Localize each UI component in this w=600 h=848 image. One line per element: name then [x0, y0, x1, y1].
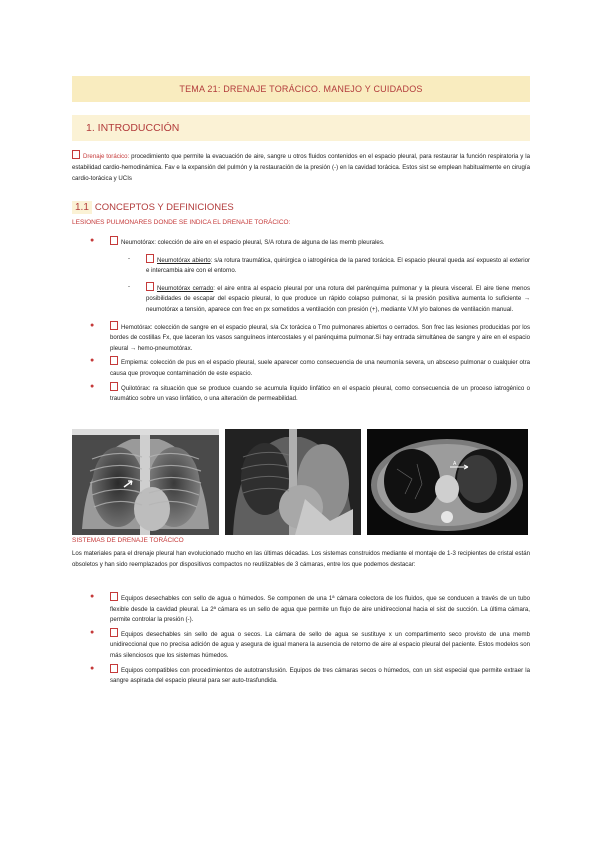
intro-paragraph [72, 150, 530, 185]
checkbox-icon [110, 236, 118, 245]
bullet-icon: ● [90, 357, 95, 365]
chest-xray-image [72, 429, 219, 535]
checkbox-icon [146, 282, 154, 291]
list-item [72, 321, 530, 355]
checkbox-icon [110, 664, 118, 673]
item-text: colección de pus en el espacio pleural, suele aparecer como consecuencia de una neumonía severa, un absceso pulmonar o cualquier otra causa que provoque contaminación de este espacio. [110, 359, 530, 377]
list-item [72, 592, 530, 626]
sistemas-list [72, 592, 530, 687]
svg-text:A: A [453, 461, 457, 467]
bullet-icon: ● [90, 593, 95, 600]
item-label: Neumotórax cerrado [157, 284, 214, 292]
sistemas-heading: SISTEMAS DE DRENAJE TORÁCICO [72, 537, 184, 544]
section-1-1-heading [72, 197, 530, 215]
list-item [72, 254, 530, 277]
item-text: colección de sangre en el espacio pleural, s/a Cx torácica o Tmo pulmonares abiertos o cerrados. Son frec las lesiones producidas por los bordes de costillas Fx, que laceran los vasos sanguíneos intercostales y el parénquima pulmonar.Si hay entrada simultánea de sangre y aire en el espacio pleural → hemo-pneumotórax. [110, 323, 530, 352]
list-item [72, 282, 530, 316]
checkbox-icon [146, 254, 154, 263]
item-label: Quilotórax: [121, 384, 151, 392]
checkbox-icon [110, 321, 118, 330]
item-text: Equipos compatibles con procedimientos de autotransfusión. Equipos de tres cámaras secos o húmedos, con un sist especial que permite extraer la sangre aspirada del espacio pleural para ser auto-trasfundida. [110, 666, 530, 685]
lesiones-heading: LESIONES PULMONARES DONDE SE INDICA EL DRENAJE TORÁCICO: [72, 219, 291, 226]
checkbox-icon [110, 382, 118, 391]
bullet-icon: ● [90, 628, 95, 636]
checkbox-icon [72, 150, 80, 159]
item-label: Hemotórax: [121, 323, 153, 331]
title-banner [72, 76, 530, 102]
section-number: 1.1 [72, 201, 92, 214]
item-text: : el aire entra al espacio pleural por una rotura del parénquima pulmonar y la pleura visceral. El aire tiene menos posibilidades de escapar del espacio pleural, lo que produce un rápido colapso pulmonar, si la presión positiva aumenta lo suficiente → neumotórax a tensión, aparece con frec en px sometidos a ventilación con presión (+), mediante V.M y/o balones de ventilación manual. [146, 284, 530, 313]
section-1-banner [72, 115, 530, 141]
ct-scan-image [367, 429, 528, 535]
section-1-heading: 1. INTRODUCCIÓN [86, 122, 180, 134]
item-label: Neumotórax abierto [157, 256, 211, 264]
list-item [72, 628, 530, 662]
bullet-icon: ● [90, 664, 95, 672]
list-item [72, 664, 530, 687]
item-text: ra situación que se produce cuando se acumula líquido linfático en el espacio pleural, como consecuencia de un proceso iatrogénico o traumático sobre un vaso linfático, o una alteración de permeabilidad. [110, 384, 530, 403]
checkbox-icon [110, 356, 118, 365]
item-text: colección de aire en el espacio pleural, S/A rotura de alguna de las memb pleurales. [157, 239, 385, 246]
lesiones-list [72, 236, 530, 405]
bullet-icon: ● [90, 321, 95, 329]
dash-icon: - [128, 283, 130, 290]
list-item [72, 356, 530, 379]
intro-label: Drenaje torácico: [83, 153, 130, 160]
hemothorax-xray-image [225, 429, 361, 535]
checkbox-icon [110, 628, 118, 637]
item-text: Equipos desechables con sello de agua o húmedos. Se componen de una 1ª cámara colectora de los fluidos, que se conducen a través de un tubo flexible desde la cavidad pleural. La 2ª cámara es un sello de agua que permite un flujo de aire unidireccional hacia el sist de succión. La última cámara, permite controlar la presión (-). [110, 595, 530, 624]
item-text: Equipos desechables sin sello de agua o secos. La cámara de sello de agua se sustituye x un compartimento seco provisto de una memb unidireccional que no precisa adición de agua y asegura de igual manera la ausencia de retorno de aire al espacio pleural del paciente. Estos modelos son más silenciosos que los sistemas húmedos. [110, 630, 530, 659]
item-label: Empiema: [121, 359, 149, 367]
section-title: CONCEPTOS Y DEFINICIONES [94, 202, 234, 213]
document-title: TEMA 21: DRENAJE TORÁCICO. MANEJO Y CUIDADOS [179, 84, 423, 94]
bullet-icon: ● [90, 237, 95, 244]
checkbox-icon [110, 592, 118, 601]
dash-icon: - [128, 255, 130, 262]
list-item [72, 236, 530, 249]
item-label: Neumotórax: [121, 239, 156, 246]
bullet-icon: ● [90, 382, 95, 390]
intro-text: procedimiento que permite la evacuación de aire, sangre u otros fluidos contenidos en el espacio pleural, para restaurar la función respiratoria y la estabilidad cardio-hemodinámica. Fav e la expansión del pulmón y la restauración de la presión (-) en la cavidad torácica. Estos sist se emplean habitualmente en cirugía cardio-torácica y UCIs [72, 153, 530, 183]
item-text: : s/a rotura traumática, quirúrgica o iatrogénica de la pared torácica. El espacio pleural queda así expuesto al exterior e intercambia aire con el entorno. [146, 256, 530, 275]
list-item [72, 382, 530, 405]
sistemas-intro: Los materiales para el drenaje pleural han evolucionado mucho en las últimas décadas. Los sistemas construidos mediante el montaje de 1-3 recipientes de cristal están obsoletos y han sido reemplazados por dispositivos compactos no reutilizables de 3 cámaras, entre los que podemos destacar: [72, 550, 530, 569]
